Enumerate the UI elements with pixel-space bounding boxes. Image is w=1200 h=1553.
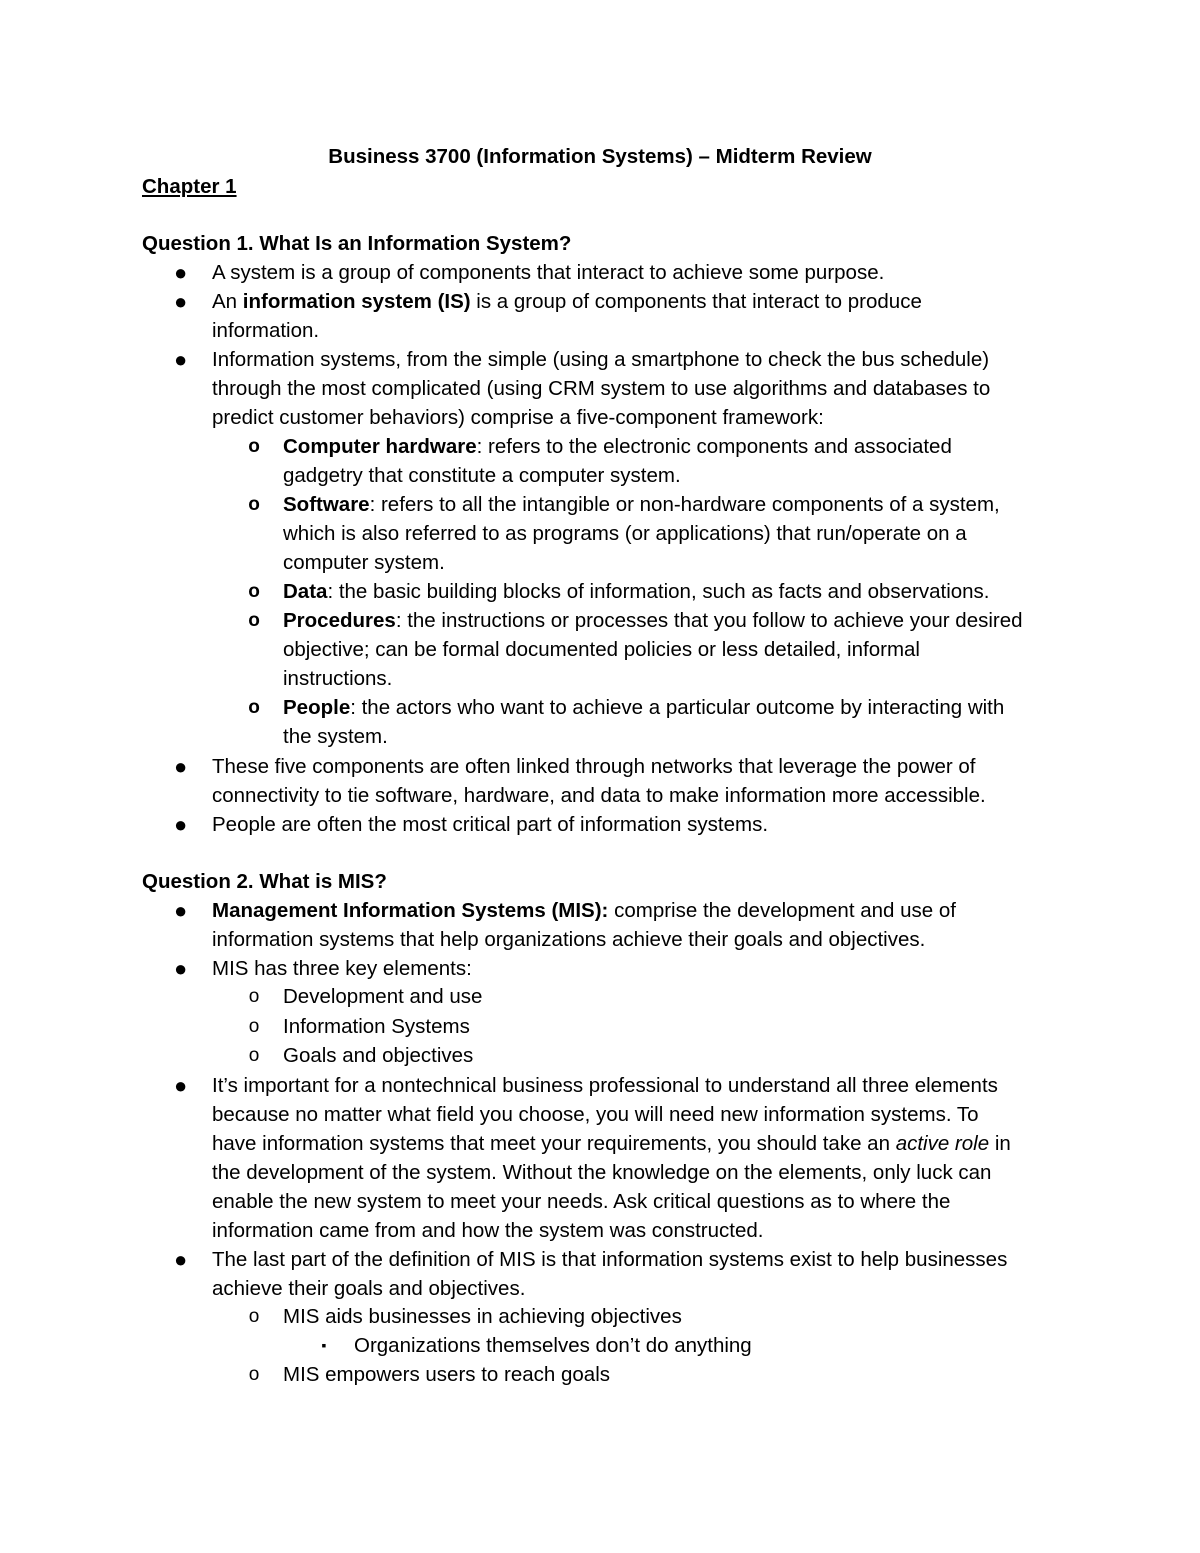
list-item: It’s important for a nontechnical business professional to understand all three elements: [212, 1074, 998, 1097]
list-item-continuation: information came from and how the system was constructed.: [212, 1219, 764, 1242]
list-item-continuation: enable the new system to meet your needs. Ask critical questions as to where the: [212, 1190, 951, 1213]
bullet-icon: ●: [174, 1247, 188, 1272]
sub-list-item: Information Systems: [283, 1015, 470, 1038]
list-item: The last part of the definition of MIS is that information systems exist to help businesses: [212, 1248, 1008, 1271]
bullet-icon: ●: [174, 289, 188, 314]
list-item-continuation: through the most complicated (using CRM system to use algorithms and databases to: [212, 377, 991, 400]
list-item-text: comprise the development and use of: [608, 899, 956, 922]
question-2-heading: Question 2. What is MIS?: [142, 870, 387, 893]
term-bold: Computer hardware: [283, 435, 477, 458]
emphasis-italic: active role: [895, 1132, 990, 1155]
list-item-text: : the actors who want to achieve a particular outcome by interacting with: [350, 696, 1005, 719]
sub-list-item: Goals and objectives: [283, 1044, 474, 1067]
list-item-continuation: because no matter what field you choose, you will need new information systems. To: [212, 1103, 979, 1126]
list-item: These five components are often linked through networks that leverage the power of: [212, 755, 976, 778]
circle-bullet-icon: o: [248, 1016, 260, 1037]
term-bold: Data: [283, 580, 328, 603]
circle-bullet-icon: o: [248, 1364, 260, 1385]
sub-list-item: [283, 606, 1023, 635]
sub-list-item: MIS aids businesses in achieving objectives: [283, 1305, 682, 1328]
list-item-continuation: predict customer behaviors) comprise a five-component framework:: [212, 406, 824, 429]
bullet-icon: ●: [174, 812, 188, 837]
document-title: Business 3700 (Information Systems) – Midterm Review: [328, 145, 872, 168]
bullet-icon: ●: [174, 754, 188, 779]
list-item-continuation: achieve their goals and objectives.: [212, 1277, 526, 1300]
sub-list-item-continuation: computer system.: [283, 551, 445, 574]
list-item: [212, 287, 922, 316]
term-bold: Software: [283, 493, 370, 516]
sub-list-item: [283, 577, 990, 606]
sub-sub-list-item: Organizations themselves don’t do anything: [354, 1334, 752, 1357]
list-item-text: is a group of components that interact to produce: [470, 290, 922, 313]
term-bold: Procedures: [283, 609, 396, 632]
sub-list-item: [283, 432, 952, 461]
bullet-icon: ●: [174, 956, 188, 981]
sub-list-item-continuation: objective; can be formal documented policies or less detailed, informal: [283, 638, 920, 661]
list-item: Information systems, from the simple (using a smartphone to check the bus schedule): [212, 348, 990, 371]
list-item-text: : refers to all the intangible or non-hardware components of a system,: [369, 493, 1000, 516]
question-1-heading: Question 1. What Is an Information System?: [142, 232, 572, 255]
circle-bullet-icon: o: [248, 581, 260, 602]
list-item-text: : the instructions or processes that you follow to achieve your desired: [395, 609, 1023, 632]
sub-list-item-continuation: which is also referred to as programs (or applications) that run/operate on a: [283, 522, 967, 545]
list-item-continuation: [212, 1129, 1011, 1158]
list-item: [212, 896, 956, 925]
list-item-text: have information systems that meet your requirements, you should take an: [212, 1132, 896, 1155]
bullet-icon: ●: [174, 898, 188, 923]
circle-bullet-icon: o: [248, 610, 260, 631]
circle-bullet-icon: o: [248, 1045, 260, 1066]
circle-bullet-icon: o: [248, 986, 260, 1007]
sub-list-item-continuation: instructions.: [283, 667, 393, 690]
list-item-continuation: information.: [212, 319, 320, 342]
list-item: MIS has three key elements:: [212, 957, 472, 980]
list-item-continuation: information systems that help organizations achieve their goals and objectives.: [212, 928, 926, 951]
list-item: People are often the most critical part of information systems.: [212, 813, 769, 836]
list-item-continuation: connectivity to tie software, hardware, and data to make information more accessible.: [212, 784, 986, 807]
term-bold: People: [283, 696, 351, 719]
list-item-text: in: [989, 1132, 1011, 1155]
sub-list-item: [283, 693, 1004, 722]
sub-list-item-continuation: gadgetry that constitute a computer system.: [283, 464, 681, 487]
square-bullet-icon: ▪: [321, 1337, 327, 1353]
sub-list-item: MIS empowers users to reach goals: [283, 1363, 610, 1386]
list-item: A system is a group of components that interact to achieve some purpose.: [212, 261, 885, 284]
chapter-heading: Chapter 1: [142, 175, 237, 198]
sub-list-item-continuation: the system.: [283, 725, 388, 748]
list-item-text: : the basic building blocks of information, such as facts and observations.: [327, 580, 990, 603]
circle-bullet-icon: o: [248, 697, 260, 718]
circle-bullet-icon: o: [248, 494, 260, 515]
bullet-icon: ●: [174, 347, 188, 372]
list-item-text: An: [212, 290, 243, 313]
bullet-icon: ●: [174, 1073, 188, 1098]
term-bold: information system (IS): [242, 290, 471, 313]
circle-bullet-icon: o: [248, 1306, 260, 1327]
term-bold: Management Information Systems (MIS):: [212, 899, 609, 922]
list-item-continuation: the development of the system. Without the knowledge on the elements, only luck can: [212, 1161, 992, 1184]
sub-list-item: [283, 490, 1000, 519]
list-item-text: : refers to the electronic components and associated: [476, 435, 952, 458]
sub-list-item: Development and use: [283, 985, 483, 1008]
bullet-icon: ●: [174, 260, 188, 285]
circle-bullet-icon: o: [248, 436, 260, 457]
